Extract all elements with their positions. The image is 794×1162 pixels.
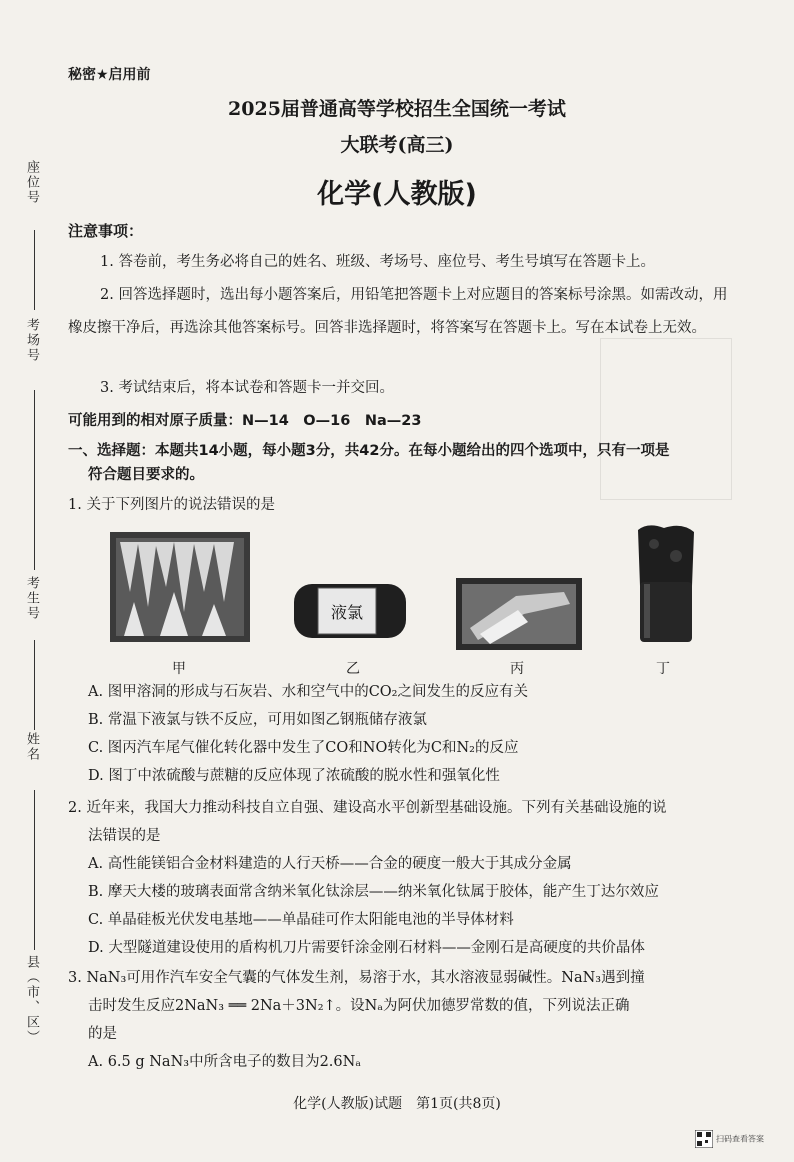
notice-text: 2. 回答选择题时，选出每小题答案后，用铅笔把答题卡上对应题目的答案标号涂黑。如需改动，用橡皮擦干净后，再选涂其他答案标号。回答非选择题时，将答案写在答题卡上。写在本试卷上无效。 <box>68 287 728 336</box>
figure-label-yi: 乙 <box>346 661 360 677</box>
notice-heading: 注意事项： <box>68 222 144 240</box>
notice-item-1 <box>68 246 728 279</box>
margin-line <box>34 640 35 730</box>
question-1-option-c: C. 图丙汽车尾气催化转化器中发生了CO和NO转化为C和N₂的反应 <box>88 740 519 756</box>
figure-label-ding: 丁 <box>656 661 670 677</box>
question-1-option-d: D. 图丁中浓硫酸与蔗糖的反应体现了浓硫酸的脱水性和强氧化性 <box>88 768 500 784</box>
catalytic-converter-image <box>456 578 582 650</box>
atomic-masses: 可能用到的相对原子质量：N—14 O—16 Na—23 <box>68 413 422 429</box>
question-3-stem-end: 的是 <box>88 1026 117 1042</box>
margin-county-label: 县（市、区） <box>24 955 39 1045</box>
exam-subtitle: 大联考(高三) <box>340 134 454 156</box>
question-1-option-a: A. 图甲溶洞的形成与石灰岩、水和空气中的CO₂之间发生的反应有关 <box>88 684 528 700</box>
qr-text: 扫码查看答案 <box>716 1134 764 1144</box>
qr-icon <box>695 1130 713 1148</box>
question-1-option-b: B. 常温下液氯与铁不反应，可用如图乙钢瓶储存液氯 <box>88 712 427 728</box>
question-1-figures <box>110 528 710 677</box>
margin-exam-no-label: 考生号 <box>24 576 39 621</box>
margin-line <box>34 230 35 310</box>
question-2-option-b: B. 摩天大楼的玻璃表面常含纳米氧化钛涂层——纳米氧化钛属于胶体，能产生丁达尔效应 <box>88 884 659 900</box>
notice-item-2 <box>68 279 728 345</box>
margin-line <box>34 390 35 570</box>
notice-text: 1. 答卷前，考生务必将自己的姓名、班级、考场号、座位号、考生号填写在答题卡上。 <box>100 254 655 270</box>
qr-code-icon <box>695 1130 764 1148</box>
cave-image <box>110 532 250 642</box>
question-2-option-a: A. 高性能镁铝合金材料建造的人行天桥——合金的硬度一般大于其成分金属 <box>88 856 572 872</box>
figure-label-jia: 甲 <box>172 661 186 677</box>
figure-label-bing: 丙 <box>510 661 524 677</box>
notice-text: 3. 考试结束后，将本试卷和答题卡一并交回。 <box>100 380 394 396</box>
sugar-carbon-beaker-image <box>628 522 704 646</box>
question-1-stem: 1. 关于下列图片的说法错误的是 <box>68 497 275 513</box>
question-3-option-a: A. 6.5 g NaN₃中所含电子的数目为2.6Nₐ <box>88 1054 361 1070</box>
question-3-stem: 3. NaN₃可用作汽车安全气囊的气体发生剂，易溶于水，其水溶液显弱碱性。NaN₃遇到撞 <box>68 970 645 986</box>
question-2-option-c: C. 单晶硅板光伏发电基地——单晶硅可作太阳能电池的半导体材料 <box>88 912 514 928</box>
question-2-option-d: D. 大型隧道建设使用的盾构机刀片需要钎涂金刚石材料——金刚石是高硬度的共价晶体 <box>88 940 645 956</box>
section-title: 一、选择题：本题共14小题，每小题3分，共42分。在每小题给出的四个选项中，只有一项是 <box>68 443 670 459</box>
chlorine-cylinder-image <box>290 580 410 642</box>
margin-name-label: 姓名 <box>24 732 39 762</box>
secret-mark: 秘密★启用前 <box>68 67 151 83</box>
section-title-cont: 符合题目要求的。 <box>88 467 204 483</box>
page-footer: 化学(人教版)试题 第1页(共8页) <box>293 1096 501 1112</box>
subject-title: 化学(人教版) <box>317 179 477 210</box>
question-2-stem-cont: 法错误的是 <box>88 828 161 844</box>
margin-line <box>34 790 35 950</box>
margin-seat-label: 座位号 <box>24 160 39 205</box>
cylinder-label: 液氯 <box>330 603 364 622</box>
exam-title: 2025届普通高等学校招生全国统一考试 <box>228 98 566 120</box>
question-3-stem-cont: 击时发生反应2NaN₃ ══ 2Na＋3N₂↑。设Nₐ为阿伏加德罗常数的值，下列说法正确 <box>88 998 630 1014</box>
question-2-stem: 2. 近年来，我国大力推动科技自立自强、建设高水平创新型基础设施。下列有关基础设施的说 <box>68 800 667 816</box>
margin-room-label: 考场号 <box>24 318 39 363</box>
